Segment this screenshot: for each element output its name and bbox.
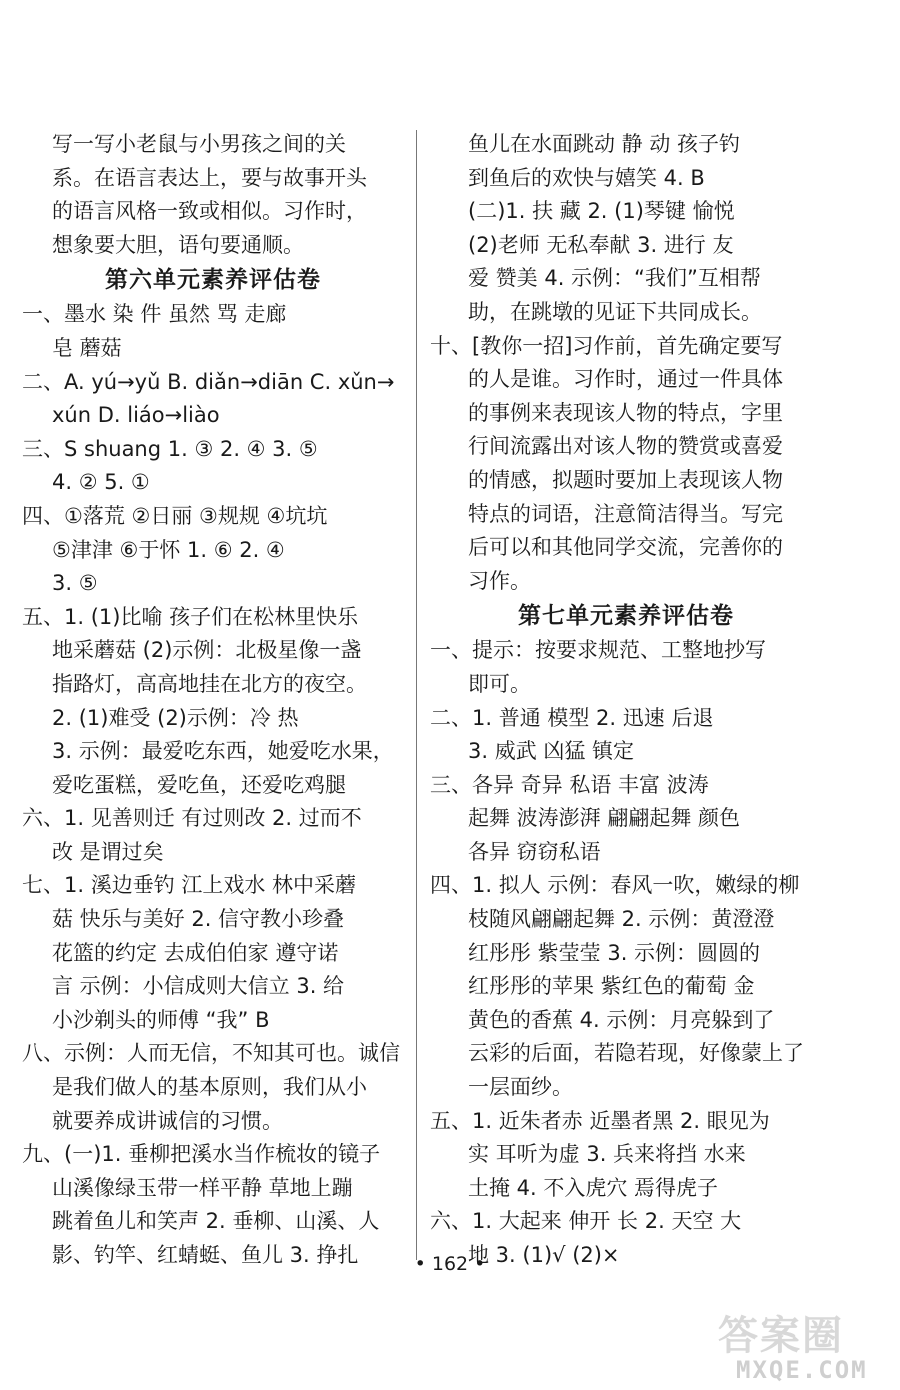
answer-line: 写一写小老鼠与小男孩之间的关 bbox=[52, 132, 346, 156]
answer-line: 小沙剃头的师傅 “我” B bbox=[52, 1007, 270, 1032]
answer-line: 就要养成讲诚信的习惯。 bbox=[52, 1108, 283, 1133]
answer-line: 起舞 波涛澎湃 翩翩起舞 颜色 bbox=[468, 806, 741, 831]
answer-line: 助，在跳墩的见证下共同成长。 bbox=[468, 299, 762, 324]
watermark-logo bbox=[700, 1300, 900, 1390]
answer-line: ⑤津津 ⑥于怀 1. ⑥ 2. ④ bbox=[52, 537, 285, 562]
section-heading: 第七单元素养评估卷 bbox=[518, 603, 734, 630]
answer-line: 三、S shuang 1. ③ 2. ④ 3. ⑤ bbox=[22, 436, 318, 461]
answer-line: 二、1. 普通 模型 2. 迅速 后退 bbox=[430, 705, 714, 730]
answer-line: 行间流露出对该人物的赞赏或喜爱 bbox=[468, 434, 783, 459]
answer-line: 指路灯，高高地挂在北方的夜空。 bbox=[52, 671, 367, 696]
answer-line: 2. (1)难受 (2)示例：冷 热 bbox=[52, 705, 299, 730]
answer-line: 黄色的香蕉 4. 示例：月亮躲到了 bbox=[468, 1007, 775, 1032]
answer-line: 特点的词语，注意简洁得当。写完 bbox=[468, 501, 783, 526]
answer-line: 地 3. (1)√ (2)× bbox=[468, 1243, 620, 1267]
column-divider bbox=[416, 130, 417, 1260]
answer-line: 实 耳听为虚 3. 兵来将挡 水来 bbox=[468, 1142, 746, 1167]
answer-line: 各异 窃窃私语 bbox=[468, 839, 601, 864]
answer-line: 到鱼后的欢快与嬉笑 4. B bbox=[468, 165, 705, 190]
answer-line: xún D. liáo→liào bbox=[52, 403, 220, 428]
answer-line: (2)老师 无私奉献 3. 进行 友 bbox=[468, 232, 734, 257]
answer-line: 3. 威武 凶猛 镇定 bbox=[468, 739, 635, 764]
answer-line: 的语言风格一致或相似。习作时， bbox=[52, 199, 367, 224]
answer-line: 地采蘑菇 (2)示例：北极星像一盏 bbox=[52, 638, 362, 663]
answer-line: 的人是谁。习作时，通过一件具体 bbox=[468, 367, 783, 392]
answer-line: 二、A. yú→yǔ B. diǎn→diān C. xǔn→ bbox=[22, 369, 395, 394]
answer-line: 红彤彤的苹果 紫红色的葡萄 金 bbox=[468, 974, 755, 999]
watermark-title: 答案圈 bbox=[718, 1313, 844, 1359]
answer-line: 想象要大胆，语句要通顺。 bbox=[52, 232, 304, 257]
answer-line: 爱吃蛋糕，爱吃鱼，还爱吃鸡腿 bbox=[52, 772, 346, 797]
answer-line: 爱 赞美 4. 示例：“我们”互相帮 bbox=[468, 266, 761, 291]
answer-line: (二)1. 扶 藏 2. (1)琴键 愉悦 bbox=[468, 199, 735, 224]
answer-line: 一、墨水 染 件 虽然 骂 走廊 bbox=[22, 302, 287, 327]
answer-line: 的事例来表现该人物的特点，字里 bbox=[468, 400, 783, 425]
answer-line: 云彩的后面，若隐若现，好像蒙上了 bbox=[468, 1041, 804, 1066]
answer-line: 四、1. 拟人 示例：春风一吹，嫩绿的柳 bbox=[430, 873, 800, 898]
answer-line: 3. 示例：最爱吃东西，她爱吃水果， bbox=[52, 739, 394, 764]
answer-line: 八、示例：人而无信，不知其可也。诚信 bbox=[22, 1041, 400, 1066]
answer-line: 改 是谓过矣 bbox=[52, 839, 164, 864]
right-column bbox=[430, 128, 822, 1273]
answer-line: 五、1. 近朱者赤 近墨者黑 2. 眼见为 bbox=[430, 1108, 770, 1133]
answer-line: 六、1. 见善则迁 有过则改 2. 过而不 bbox=[22, 806, 362, 831]
answer-line: 一层面纱。 bbox=[468, 1075, 573, 1100]
answer-line: 菇 快乐与美好 2. 信守教小珍叠 bbox=[52, 907, 345, 932]
answer-line: 鱼儿在水面跳动 静 动 孩子钓 bbox=[468, 132, 741, 156]
answer-line: 九、(一)1. 垂柳把溪水当作梳妆的镜子 bbox=[22, 1142, 381, 1167]
answer-line: 四、①落荒 ②日丽 ③规规 ④坑坑 bbox=[22, 503, 328, 528]
answer-line: 七、1. 溪边垂钓 江上戏水 林中采蘑 bbox=[22, 873, 357, 898]
answer-line: 4. ② 5. ① bbox=[52, 470, 150, 495]
answer-line: 十、[教你一招]习作前，首先确定要写 bbox=[430, 333, 783, 358]
answer-line: 的情感，拟题时要加上表现该人物 bbox=[468, 467, 783, 492]
answer-line: 六、1. 大起来 伸开 长 2. 天空 大 bbox=[430, 1209, 742, 1234]
answer-line: 皂 蘑菇 bbox=[52, 335, 122, 360]
answer-line: 即可。 bbox=[468, 671, 531, 696]
answer-line: 后可以和其他同学交流，完善你的 bbox=[468, 535, 783, 560]
answer-line: 系。在语言表达上，要与故事开头 bbox=[52, 165, 367, 190]
answer-line: 影、钓竿、红蜻蜓、鱼儿 3. 挣扎 bbox=[52, 1243, 359, 1267]
answer-line: 跳着鱼儿和笑声 2. 垂柳、山溪、人 bbox=[52, 1209, 380, 1234]
answer-line: 花篮的约定 去成伯伯家 遵守诺 bbox=[52, 940, 339, 965]
page-number: • 162 • bbox=[414, 1253, 486, 1275]
answer-line: 3. ⑤ bbox=[52, 571, 98, 596]
answer-line: 言 示例：小信成则大信立 3. 给 bbox=[52, 974, 345, 999]
answer-line: 土掩 4. 不入虎穴 焉得虎子 bbox=[468, 1175, 719, 1200]
answer-line: 山溪像绿玉带一样平静 草地上蹦 bbox=[52, 1175, 353, 1200]
answer-line: 习作。 bbox=[468, 568, 531, 593]
answer-line: 红彤彤 紫莹莹 3. 示例：圆圆的 bbox=[468, 940, 761, 965]
answer-line: 枝随风翩翩起舞 2. 示例：黄澄澄 bbox=[468, 907, 775, 932]
answer-line: 一、提示：按要求规范、工整地抄写 bbox=[430, 638, 766, 663]
watermark-url: MXQE.COM bbox=[736, 1356, 868, 1384]
section-heading: 第六单元素养评估卷 bbox=[105, 267, 321, 294]
left-column bbox=[22, 128, 404, 1273]
answer-line: 五、1. (1)比喻 孩子们在松林里快乐 bbox=[22, 604, 359, 629]
answer-line: 三、各异 奇异 私语 丰富 波涛 bbox=[430, 772, 709, 797]
answer-line: 是我们做人的基本原则，我们从小 bbox=[52, 1075, 367, 1100]
